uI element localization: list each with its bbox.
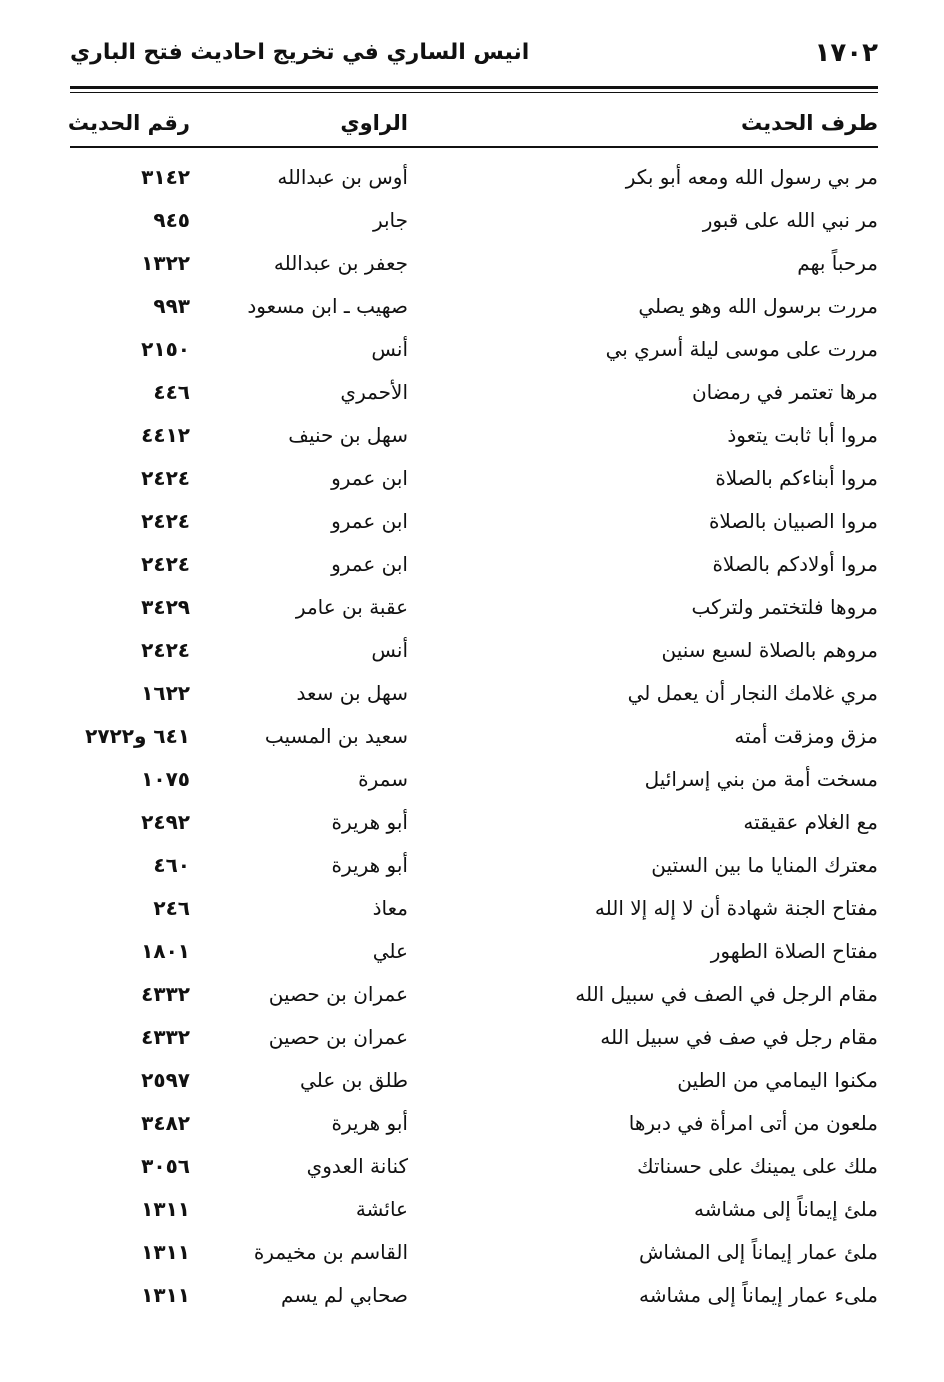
hadith-incipit: مفتاح الجنة شهادة أن لا إله إلا الله <box>594 896 878 920</box>
page-number: ١٧٠٢ <box>814 38 878 68</box>
hadith-incipit: مزق ومزقت أمته <box>734 724 878 748</box>
column-header-narrator: الراوي <box>340 111 408 135</box>
table-row <box>70 459 878 502</box>
hadith-incipit: مروهم بالصلاة لسبع سنين <box>661 638 878 662</box>
hadith-incipit: مرها تعتمر في رمضان <box>691 380 878 404</box>
hadith-incipit: مروا الصبيان بالصلاة <box>708 509 878 533</box>
hadith-incipit: مرحباً بهم <box>797 251 878 275</box>
narrator: أبو هريرة <box>331 853 408 877</box>
narrator: صحابي لم يسم <box>280 1283 408 1307</box>
hadith-number: ٢٥٩٧ <box>141 1068 190 1092</box>
narrator: سعيد بن المسيب <box>264 724 408 748</box>
table-row <box>70 330 878 373</box>
table-row <box>70 416 878 459</box>
hadith-incipit: ملىء عمار إيماناً إلى مشاشه <box>639 1283 878 1307</box>
hadith-number: ٢٤٢٤ <box>141 466 190 490</box>
hadith-number: ٩٤٥ <box>153 208 190 232</box>
hadith-incipit: مقام رجل في صف في سبيل الله <box>600 1025 878 1049</box>
hadith-number: ٣٤٨٢ <box>141 1111 190 1135</box>
hadith-number: ٤٤١٢ <box>141 423 190 447</box>
hadith-number: ٤٣٣٢ <box>141 1025 190 1049</box>
hadith-incipit: مقام الرجل في الصف في سبيل الله <box>575 982 878 1006</box>
table-row <box>70 244 878 287</box>
narrator: أبو هريرة <box>331 810 408 834</box>
table-row <box>70 1276 878 1319</box>
column-headers <box>67 104 878 140</box>
hadith-number: ٤٦٠ <box>153 853 190 877</box>
narrator: عقبة بن عامر <box>295 595 408 619</box>
table-row <box>70 1233 878 1276</box>
column-header-rule <box>70 146 878 148</box>
hadith-incipit: ملئ إيماناً إلى مشاشه <box>694 1197 878 1221</box>
narrator: جابر <box>372 208 408 232</box>
hadith-number: ٣٠٥٦ <box>141 1154 190 1178</box>
hadith-number: ٢٤٢٤ <box>141 638 190 662</box>
hadith-number: ٢٤٩٢ <box>141 810 190 834</box>
hadith-number: ٢١٥٠ <box>141 337 190 361</box>
table-row <box>70 545 878 588</box>
narrator: أبو هريرة <box>331 1111 408 1135</box>
header-rule-thin <box>70 92 878 93</box>
narrator: أنس <box>371 337 408 361</box>
book-title: انيس الساري في تخريج احاديث فتح الباري <box>70 40 530 65</box>
table-row <box>70 1018 878 1061</box>
hadith-incipit: ملئ عمار إيماناً إلى المشاش <box>638 1240 878 1264</box>
table-row <box>70 717 878 760</box>
narrator: طلق بن علي <box>300 1068 408 1092</box>
table-row <box>70 760 878 803</box>
table-row <box>70 1190 878 1233</box>
hadith-incipit: مروها فلتختمر ولتركب <box>691 595 878 619</box>
narrator: الأحمري <box>340 380 408 404</box>
table-row <box>70 1061 878 1104</box>
hadith-number: ٢٤٢٤ <box>141 552 190 576</box>
narrator: عمران بن حصين <box>268 982 408 1006</box>
hadith-incipit: ملعون من أتى امرأة في دبرها <box>628 1111 878 1135</box>
narrator: كنانة العدوي <box>306 1154 408 1178</box>
hadith-number: ٦٤١ و٢٧٢٢ <box>85 724 190 748</box>
table-row <box>70 502 878 545</box>
narrator: ابن عمرو <box>331 509 408 533</box>
table-row <box>70 158 878 201</box>
hadith-number: ٢٤٢٤ <box>141 509 190 533</box>
hadith-index-table <box>70 158 878 1319</box>
narrator: عائشة <box>355 1197 408 1221</box>
narrator: أوس بن عبدالله <box>277 165 408 189</box>
hadith-number: ١٣٢٢ <box>141 251 190 275</box>
hadith-incipit: مكنوا اليمامي من الطين <box>677 1068 878 1092</box>
hadith-incipit: معترك المنايا ما بين الستين <box>651 853 878 877</box>
narrator: صهيب ـ ابن مسعود <box>247 294 408 318</box>
hadith-number: ٤٣٣٢ <box>141 982 190 1006</box>
hadith-number: ١٣١١ <box>141 1197 190 1221</box>
hadith-incipit: مر بي رسول الله ومعه أبو بكر <box>625 165 878 189</box>
table-row <box>70 975 878 1018</box>
narrator: أنس <box>371 638 408 662</box>
table-row <box>70 373 878 416</box>
narrator: معاذ <box>372 896 408 920</box>
table-row <box>70 287 878 330</box>
table-row <box>70 201 878 244</box>
column-header-number: رقم الحديث <box>67 111 190 135</box>
table-row <box>70 1147 878 1190</box>
hadith-incipit: مروا أولادكم بالصلاة <box>712 552 878 576</box>
table-row <box>70 588 878 631</box>
table-row <box>70 1104 878 1147</box>
hadith-number: ١٣١١ <box>141 1283 190 1307</box>
hadith-incipit: مسخت أمة من بني إسرائيل <box>644 767 878 791</box>
table-row <box>70 803 878 846</box>
hadith-incipit: مروا أبناءكم بالصلاة <box>715 466 878 490</box>
narrator: عمران بن حصين <box>268 1025 408 1049</box>
hadith-incipit: مررت برسول الله وهو يصلي <box>638 294 878 318</box>
hadith-number: ١٠٧٥ <box>141 767 190 791</box>
hadith-number: ١٣١١ <box>141 1240 190 1264</box>
hadith-incipit: مع الغلام عقيقته <box>743 810 878 834</box>
hadith-incipit: ملك على يمينك على حسناتك <box>637 1154 878 1178</box>
hadith-number: ٣٤٢٩ <box>141 595 190 619</box>
hadith-number: ٤٤٦ <box>153 380 190 404</box>
narrator: سهل بن حنيف <box>288 423 408 447</box>
running-head <box>70 38 878 78</box>
table-row <box>70 846 878 889</box>
table-row <box>70 932 878 975</box>
narrator: سمرة <box>358 767 408 791</box>
hadith-number: ٣١٤٢ <box>141 165 190 189</box>
column-header-hadith: طرف الحديث <box>740 111 878 135</box>
narrator: ابن عمرو <box>331 466 408 490</box>
hadith-incipit: مررت على موسى ليلة أسري بي <box>605 337 878 361</box>
hadith-incipit: مروا أبا ثابت يتعوذ <box>727 423 878 447</box>
hadith-incipit: مفتاح الصلاة الطهور <box>710 939 878 963</box>
narrator: سهل بن سعد <box>296 681 408 705</box>
hadith-number: ١٨٠١ <box>141 939 190 963</box>
table-row <box>70 674 878 717</box>
narrator: ابن عمرو <box>331 552 408 576</box>
narrator: القاسم بن مخيمرة <box>253 1240 408 1264</box>
hadith-number: ٢٤٦ <box>153 896 190 920</box>
hadith-number: ٩٩٣ <box>153 294 190 318</box>
narrator: جعفر بن عبدالله <box>273 251 408 275</box>
narrator: علي <box>372 939 408 963</box>
header-rule-thick <box>70 86 878 89</box>
table-row <box>70 631 878 674</box>
hadith-number: ١٦٢٢ <box>141 681 190 705</box>
hadith-incipit: مر نبي الله على قبور <box>702 208 878 232</box>
hadith-incipit: مري غلامك النجار أن يعمل لي <box>627 681 878 705</box>
table-row <box>70 889 878 932</box>
